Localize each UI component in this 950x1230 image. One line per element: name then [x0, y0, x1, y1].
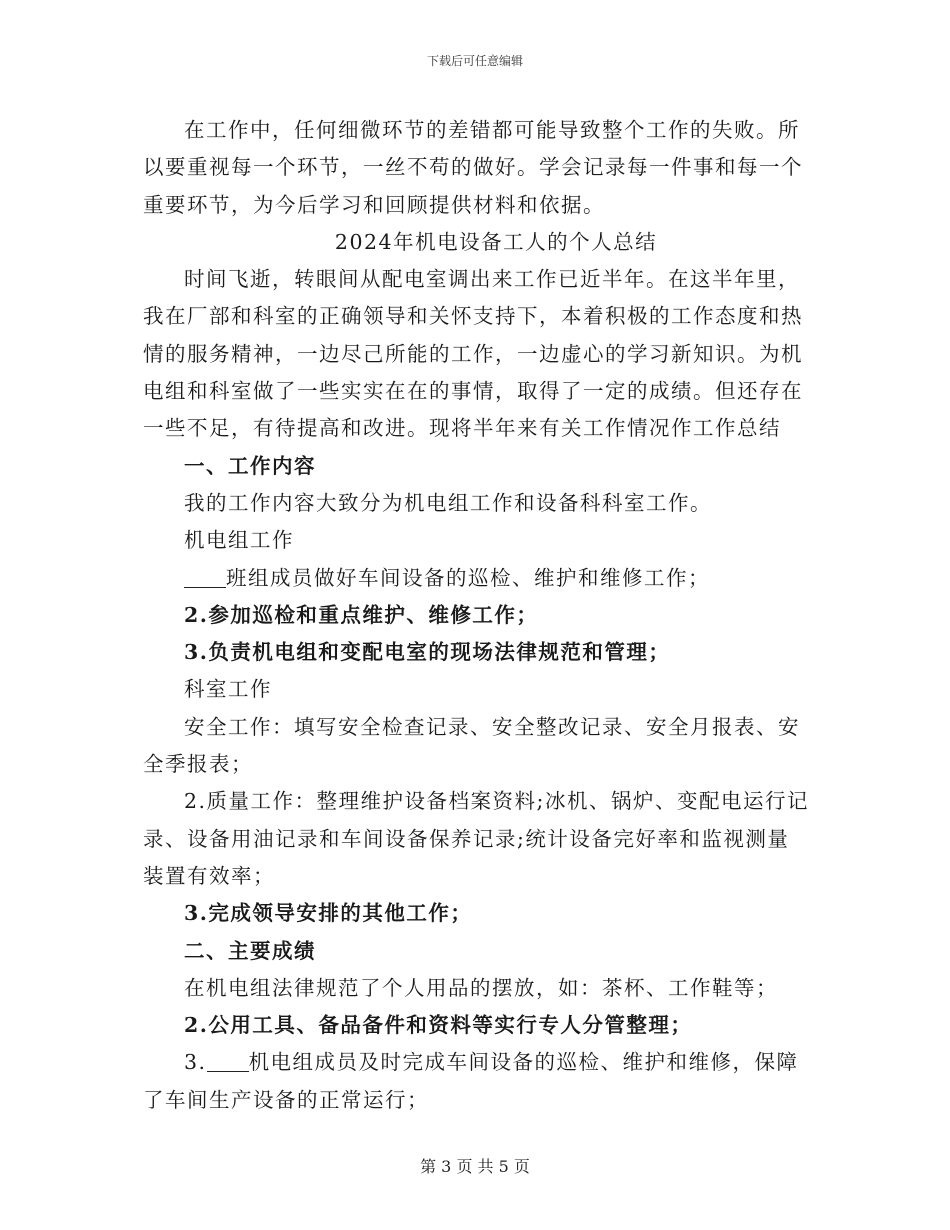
subheading-electromech: 机电组工作	[184, 528, 294, 553]
list-item-1-text: 班组成员做好车间设备的巡检、维护和维修工作；	[226, 565, 710, 590]
office-item-3: 3.完成领导安排的其他工作；	[184, 901, 473, 926]
office-item-2: 2.质量工作：整理维护设备档案资料;冰机、锅炉、变配电运行记录、设备用油记录和车间设备保养记录;统计设备完好率和监视测量装置有效率；	[143, 789, 809, 888]
blank-underline	[184, 566, 226, 588]
achievement-item-3-number: 3.	[184, 1050, 207, 1075]
page-header: 下载后可任意编辑	[426, 54, 523, 68]
achievement-item-1: 在机电组法律规范了个人用品的摆放，如：茶杯、工作鞋等；	[184, 975, 778, 1000]
blank-underline	[207, 1051, 249, 1073]
achievement-item-2: 2.公用工具、备品备件和资料等实行专人分管整理；	[184, 1013, 693, 1038]
achievement-item-3-text: 机电组成员及时完成车间设备的巡检、维护和维修，保障了车间生产设备的正常运行；	[143, 1050, 799, 1112]
subheading-office: 科室工作	[184, 677, 272, 702]
list-item-1	[143, 560, 809, 597]
document-body	[143, 112, 809, 1119]
office-item-1: 安全工作：填写安全检查记录、安全整改记录、安全月报表、安全季报表；	[143, 714, 800, 777]
section-heading-1: 一、工作内容	[184, 453, 316, 478]
section-heading-2: 二、主要成绩	[184, 938, 316, 963]
paragraph-work-scope: 我的工作内容大致分为机电组工作和设备科科室工作。	[184, 490, 712, 515]
document-title: 2024年机电设备工人的个人总结	[334, 229, 658, 254]
achievement-item-3	[143, 1044, 809, 1119]
paragraph-summary: 时间飞逝，转眼间从配电室调出来工作已近半年。在这半年里，我在厂部和科室的正确领导和关怀支持下，本着积极的工作态度和热情的服务精神，一边尽己所能的工作，一边虚心的学习新知识。为机电组和科室做了一些实实在在的事情，取得了一定的成绩。但还存在一些不足，有待提高和改进。现将半年来有关工作情况作工作总结	[143, 267, 803, 441]
list-item-2: 2.参加巡检和重点维护、维修工作；	[184, 602, 539, 627]
page-footer: 第 3 页 共 5 页	[420, 1157, 530, 1176]
paragraph-intro: 在工作中，任何细微环节的差错都可能导致整个工作的失败。所以要重视每一个环节，一丝不苟的做好。学会记录每一件事和每一个重要环节，为今后学习和回顾提供材料和依据。	[143, 118, 803, 217]
list-item-3: 3.负责机电组和变配电室的现场法律规范和管理；	[184, 640, 671, 665]
